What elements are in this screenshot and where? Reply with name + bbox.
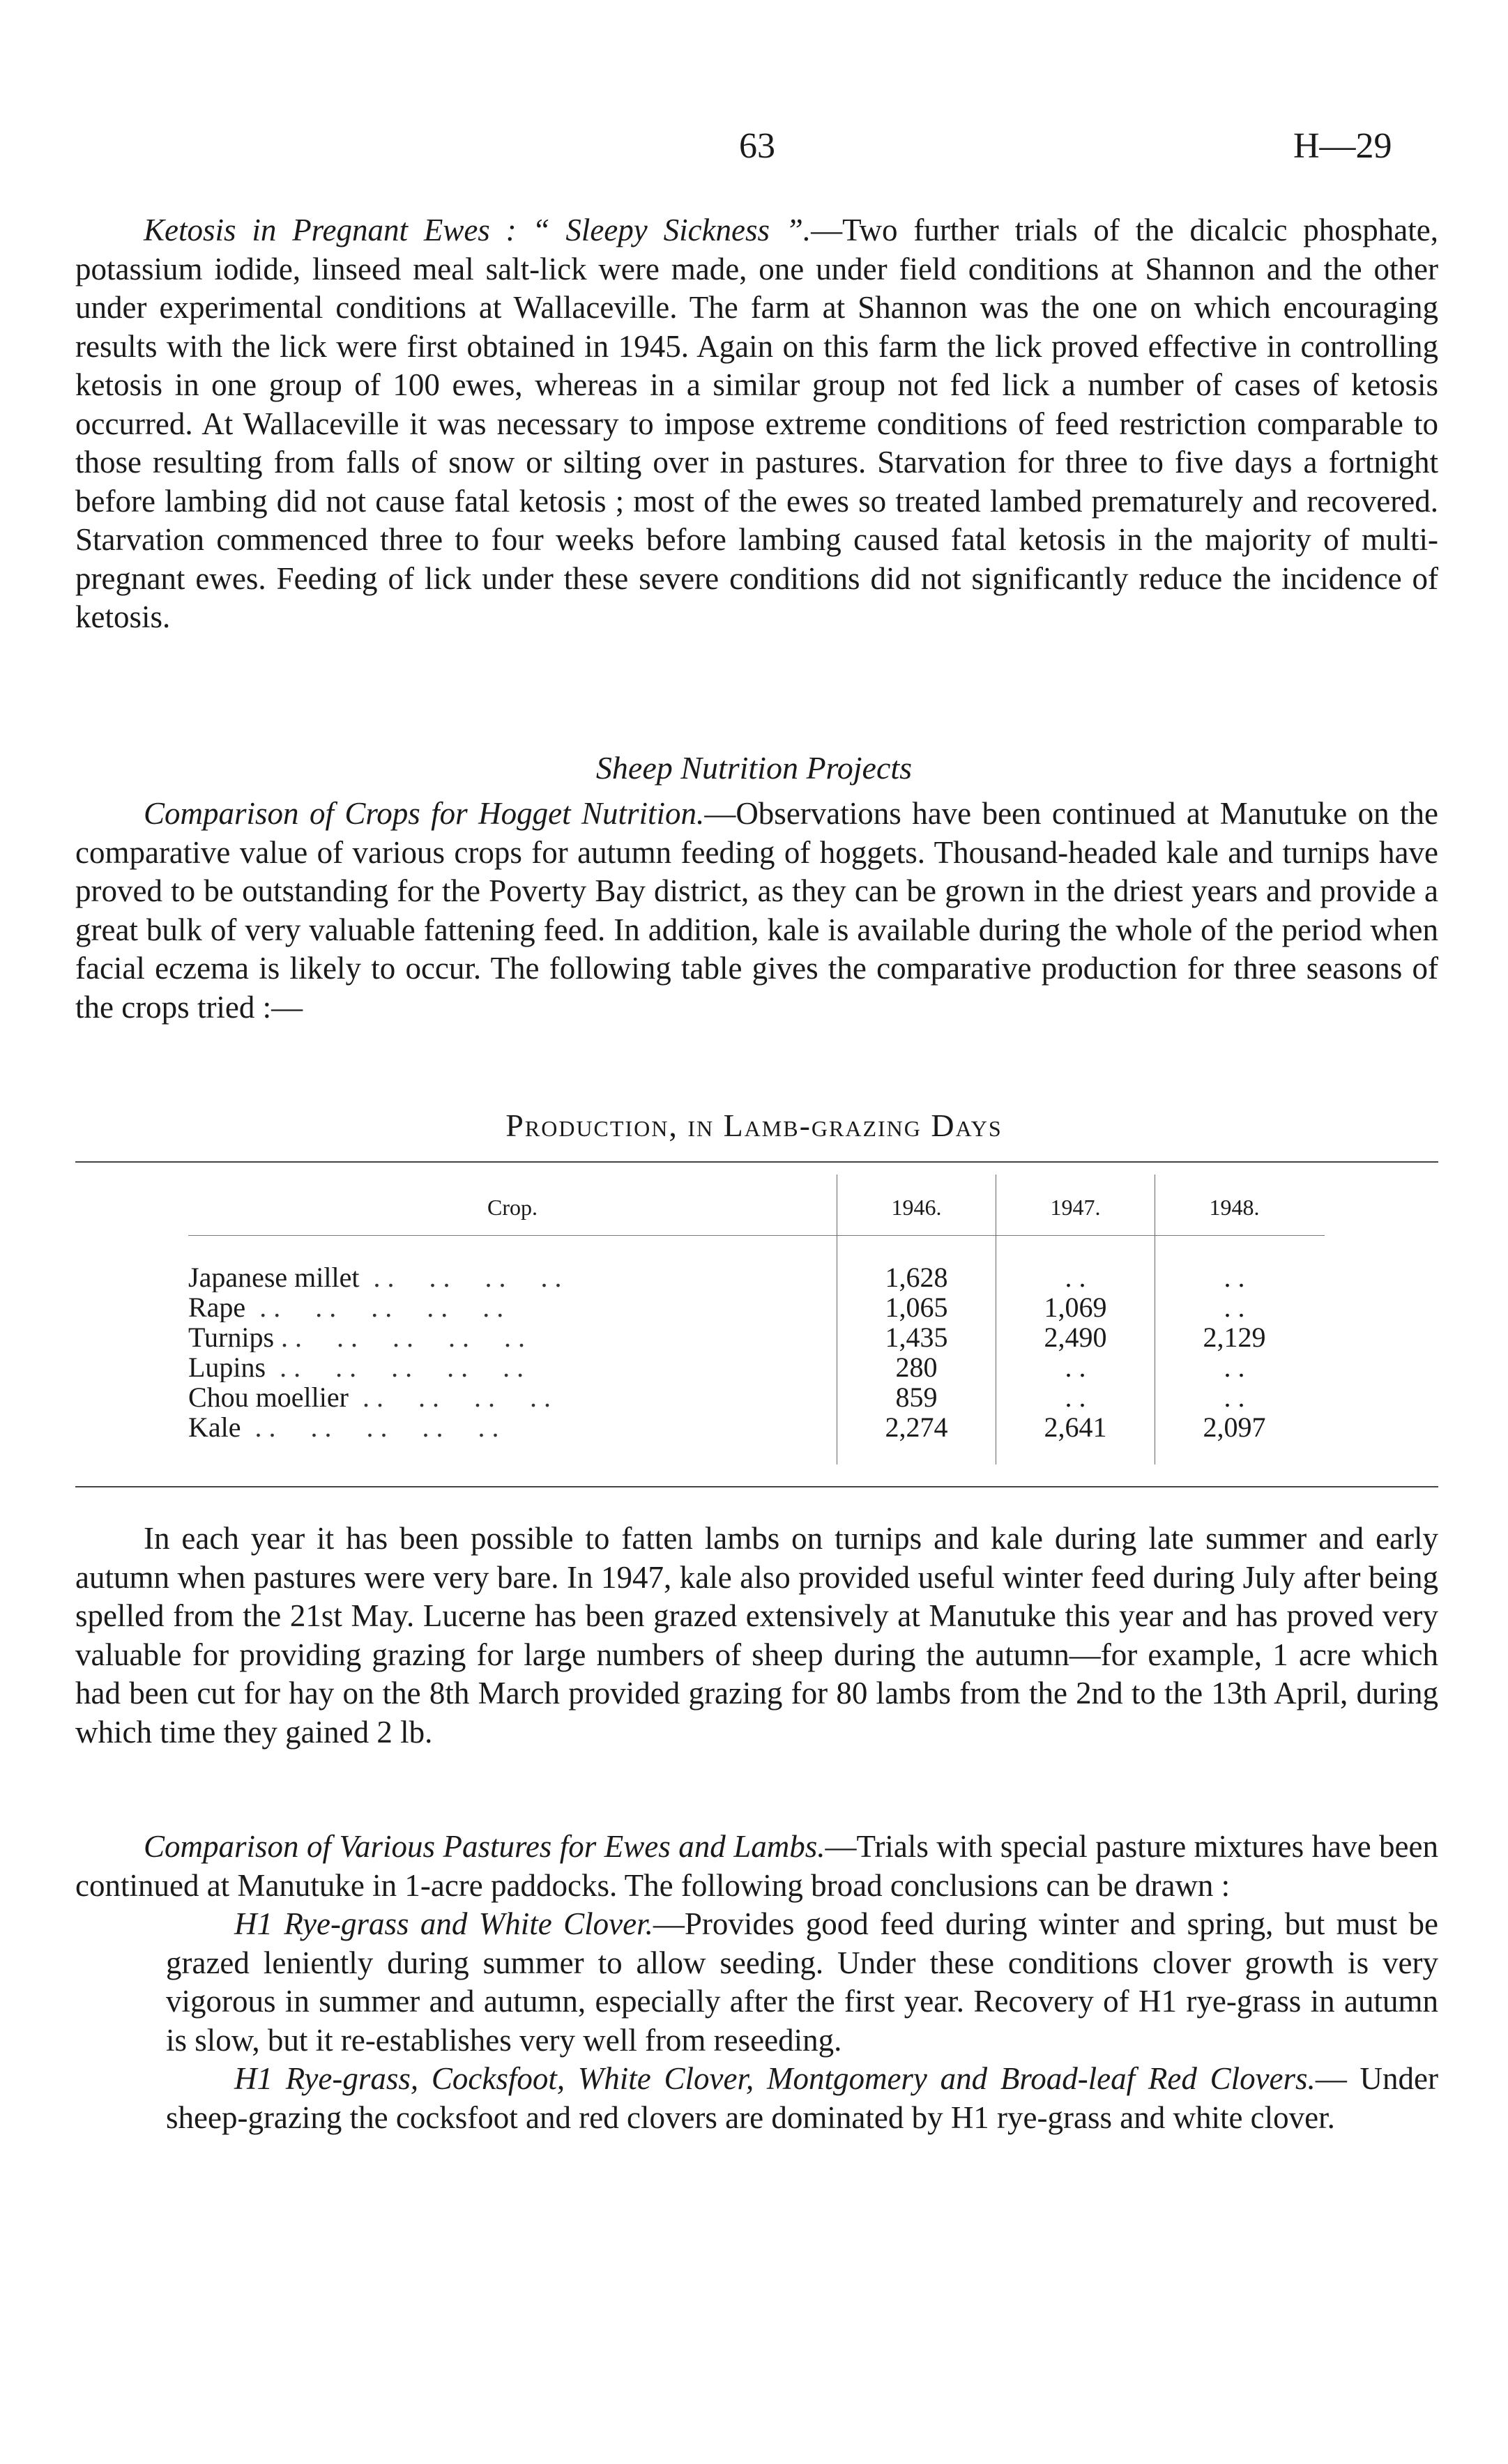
leader-dots: . . . . . . . . . . xyxy=(241,1412,499,1442)
table-row xyxy=(188,1292,1313,1322)
table-row xyxy=(188,1322,1313,1352)
table-title: Production, in Lamb-grazing Days xyxy=(505,1108,1003,1143)
value-1946: 1,435 xyxy=(837,1322,996,1352)
leader-dots: . . . . . . . . . . xyxy=(274,1322,526,1352)
pastures-paragraph xyxy=(75,1828,1438,1905)
ketosis-title: Ketosis in Pregnant Ewes : “ Sleepy Sickness ”. xyxy=(144,213,812,247)
value-1948: . . xyxy=(1155,1352,1314,1382)
crops-paragraph xyxy=(75,795,1438,1027)
leader-dots: . . . . . . . . . . xyxy=(266,1352,524,1382)
table-row xyxy=(188,1352,1313,1382)
value-1947: . . xyxy=(996,1352,1155,1382)
crop-name: Rape xyxy=(188,1292,246,1322)
value-1946: 1,628 xyxy=(837,1262,996,1292)
table-gap-row xyxy=(188,1240,1313,1262)
value-1947: 2,490 xyxy=(996,1322,1155,1352)
table-bottom-rule xyxy=(75,1486,1438,1487)
header-1946: 1946. xyxy=(837,1174,996,1240)
pasture-item-label: H1 xyxy=(234,1906,273,1941)
value-1946: 859 xyxy=(837,1382,996,1412)
after-table-section xyxy=(75,1520,1438,1752)
table-row xyxy=(188,1382,1313,1412)
table-row xyxy=(188,1262,1313,1292)
pasture-item xyxy=(75,1905,1438,2060)
value-1946: 1,065 xyxy=(837,1292,996,1322)
ketosis-section xyxy=(75,211,1438,637)
crops-text: —Observations have been continued at Manutuke on the comparative value of various crops for autumn feeding of hoggets. Thousand-headed kale and turnips have proved to be outstanding for the Poverty Bay district, as they can be grown in the driest years and provide a great bulk of very valuable fattening feed. In addition, kale is available during the whole of the period when facial eczema is likely to occur. The following table gives the comparative production for three seasons of the crops tried :— xyxy=(75,796,1438,1025)
value-1948: . . xyxy=(1155,1292,1314,1322)
production-table xyxy=(188,1174,1313,1464)
leader-dots: . . . . . . . . xyxy=(359,1262,562,1292)
pasture-item xyxy=(75,2060,1438,2137)
value-1947: . . xyxy=(996,1382,1155,1412)
value-1948: . . xyxy=(1155,1382,1314,1412)
document-reference: H—29 xyxy=(1293,126,1392,166)
pasture-item-text: — Under sheep-grazing the cocksfoot and red clovers are dominated by H1 rye-grass and white clover. xyxy=(166,2061,1438,2135)
table-gap-row xyxy=(188,1442,1313,1464)
pasture-item-text: —Provides good feed during winter and spring, but must be grazed leniently during summer to allow seeding. Under these conditions clover growth is very vigorous in summer and autumn, especially after the first year. Recovery of H1 rye-grass in autumn is slow, but it re-establishes very well from reseeding. xyxy=(166,1906,1438,2058)
crop-name: Lupins xyxy=(188,1352,266,1382)
header-1947: 1947. xyxy=(996,1174,1155,1240)
crops-title: Comparison of Crops for Hogget Nutrition. xyxy=(144,796,705,831)
table-top-rule xyxy=(75,1161,1438,1163)
value-1946: 2,274 xyxy=(837,1412,996,1442)
header-crop: Crop. xyxy=(487,1194,538,1220)
value-1947: 1,069 xyxy=(996,1292,1155,1322)
value-1948: 2,129 xyxy=(1155,1322,1314,1352)
header-1948: 1948. xyxy=(1155,1174,1314,1240)
crop-name: Chou moellier xyxy=(188,1382,349,1412)
pastures-text: —Trials with special pasture mixtures have been continued at Manutuke in 1-acre paddocks. The following broad conclusions can be drawn : xyxy=(75,1829,1439,1903)
crop-name: Japanese millet xyxy=(188,1262,360,1292)
crop-name: Kale xyxy=(188,1412,241,1442)
table-row xyxy=(188,1412,1313,1442)
pastures-section xyxy=(75,1828,1438,2137)
crop-name: Turnips xyxy=(188,1322,275,1352)
value-1946: 280 xyxy=(837,1352,996,1382)
pasture-item-title: Rye-grass, Cocksfoot, White Clover, Montgomery and Broad-leaf Red Clovers. xyxy=(285,2061,1316,2096)
pastures-title: Comparison of Various Pastures for Ewes and Lambs. xyxy=(144,1829,825,1864)
leader-dots: . . . . . . . . . . xyxy=(245,1292,504,1322)
ketosis-paragraph xyxy=(75,211,1438,637)
section-heading: Sheep Nutrition Projects xyxy=(595,750,913,786)
page-number: 63 xyxy=(739,126,775,166)
value-1947: . . xyxy=(996,1262,1155,1292)
pasture-item-label: H1 xyxy=(234,2061,273,2096)
after-table-paragraph: In each year it has been possible to fatten lambs on turnips and kale during late summer and early autumn when pastures were very bare. In 1947, kale also provided useful winter feed during July after being spelled from the 21st May. Lucerne has been grazed extensively at Manutuke this year and has proved very valuable for providing grazing for large numbers of sheep during the autumn—for example, 1 acre which had been cut for hay on the 8th March provided grazing for 80 lambs from the 2nd to the 13th April, during which time they gained 2 lb. xyxy=(75,1521,1438,1750)
value-1948: . . xyxy=(1155,1262,1314,1292)
pasture-item-title: Rye-grass and White Clover. xyxy=(284,1906,653,1941)
value-1947: 2,641 xyxy=(996,1412,1155,1442)
value-1948: 2,097 xyxy=(1155,1412,1314,1442)
leader-dots: . . . . . . . . xyxy=(348,1382,551,1412)
ketosis-text: —Two further trials of the dicalcic phosphate, potassium iodide, linseed meal salt-lick were made, one under field conditions at Shannon and the other under experimental conditions at Wallaceville. The farm at Shannon was the one on which encouraging results with the lick were first obtained in 1945. Again on this farm the lick proved effective in controlling ketosis in one group of 100 ewes, whereas in a similar group not fed lick a number of cases of ketosis occurred. At Wallaceville it was necessary to impose extreme conditions of feed restriction comparable to those resulting from falls of snow or silting over in pastures. Starvation for three to five days a fortnight before lambing did not cause fatal ketosis ; most of the ewes so treated lambed prematurely and recovered. Starvation commenced three to four weeks before lambing caused fatal ketosis in the majority of multi-pregnant ewes. Feeding of lick under these severe conditions did not significantly reduce the incidence of ketosis. xyxy=(75,213,1438,634)
crops-section xyxy=(75,795,1438,1027)
table-header-row xyxy=(188,1174,1313,1240)
